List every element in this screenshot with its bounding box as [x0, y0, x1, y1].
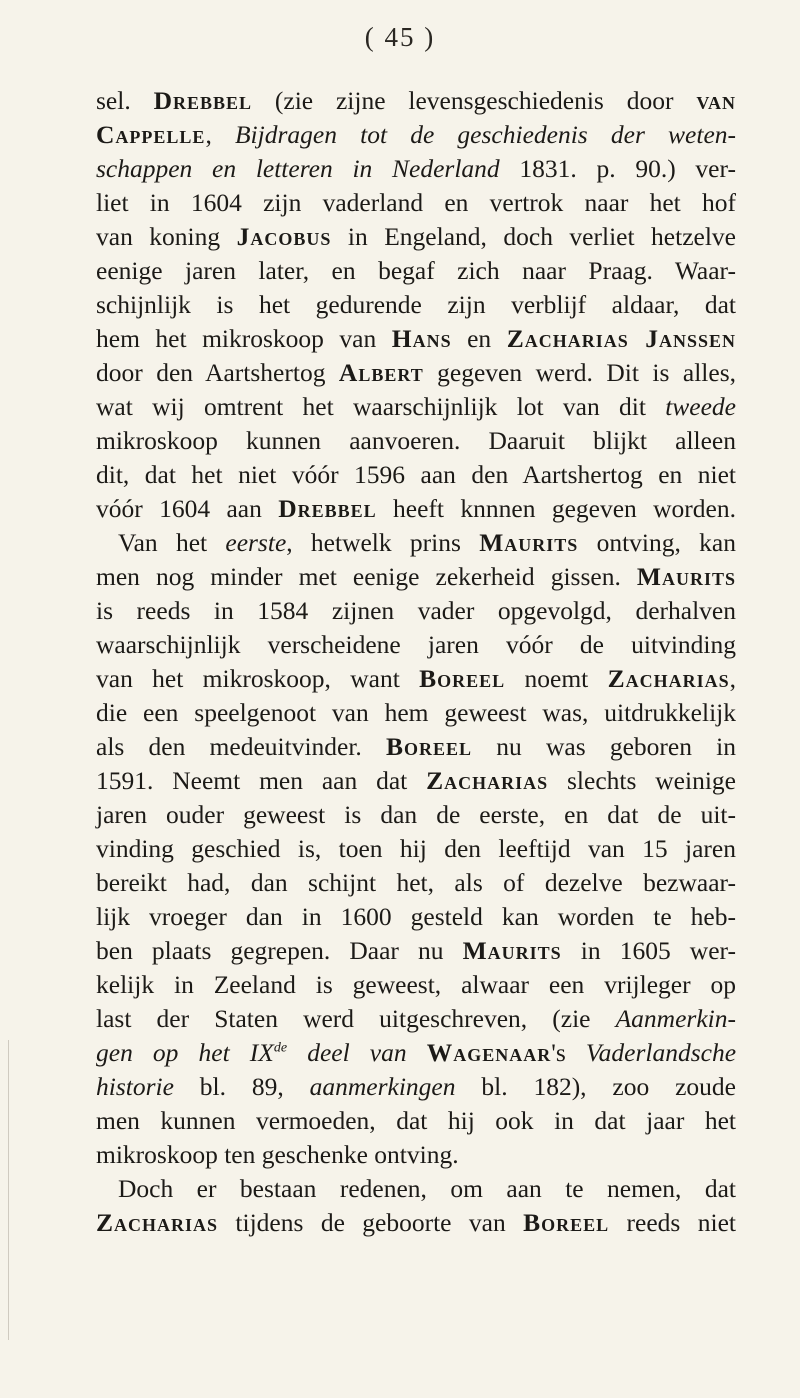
text-line-32: mikroskoop ten geschenke ontving. — [96, 1140, 459, 1169]
text-line-23: vinding geschied is, toen hij den leeftijd van 15 jaren — [96, 834, 736, 863]
text-line-15: men nog minder met eenige zekerheid gissen. Maurits — [96, 562, 736, 591]
text-line-10: wat wij omtrent het waarschijnlijk lot van dit tweede — [96, 392, 736, 421]
name-cappelle: Cappelle — [96, 120, 206, 149]
name-jacobus: Jacobus — [236, 222, 332, 251]
text-line-34: Zacharias tijdens de geboorte van Boreel reeds niet — [96, 1208, 736, 1237]
text-line-29: gen op het IXde deel van Wagenaar's Vaderlandsche — [96, 1038, 737, 1067]
text-line-28: last der Staten werd uitgeschreven, (zie Aanmerkin- — [96, 1004, 736, 1033]
text-line-24: bereikt had, dan schijnt het, als of dezelve bezwaar- — [96, 868, 736, 897]
text-line-22: jaren ouder geweest is dan de eerste, en dat de uit- — [96, 800, 736, 829]
text-line-12: dit, dat het niet vóór 1596 aan den Aartshertog en niet — [96, 460, 736, 489]
text-line-14: Van het eerste, hetwelk prins Maurits ontving, kan — [118, 528, 736, 557]
name-boreel: Boreel — [419, 664, 506, 693]
text-line-21: 1591. Neemt men aan dat Zacharias slechts weinige — [96, 766, 736, 795]
text-line-1: sel. Drebbel (zie zijne levensgeschiedenis door van — [96, 86, 736, 115]
name-wagenaar: Wagenaar — [426, 1038, 552, 1067]
text-line-9: door den Aartshertog Albert gegeven werd. Dit is alles, — [96, 358, 736, 387]
text-line-7: schijnlijk is het gedurende zijn verblijf aldaar, dat — [96, 290, 736, 319]
text-line-31: men kunnen vermoeden, dat hij ook in dat jaar het — [96, 1106, 736, 1135]
text-line-27: kelijk in Zeeland is geweest, alwaar een vrijleger op — [96, 970, 736, 999]
name-drebbel: Drebbel — [153, 86, 253, 115]
text-line-3: schappen en letteren in Nederland 1831. p. 90.) ver- — [96, 154, 736, 183]
text-line-30: historie bl. 89, aanmerkingen bl. 182), zoo zoude — [96, 1072, 736, 1101]
name-hans: Hans — [391, 324, 452, 353]
text-line-17: waarschijnlijk verscheidene jaren vóór de uitvinding — [96, 630, 736, 659]
text-line-16: is reeds in 1584 zijnen vader opgevolgd, derhalven — [96, 596, 736, 625]
text-line-5: van koning Jacobus in Engeland, doch verliet hetzelve — [96, 222, 736, 251]
book-title: Bijdragen tot de geschiedenis der weten- — [234, 120, 737, 149]
page-edge-mark — [8, 1040, 9, 1340]
text-line-19: die een speelgenoot van hem geweest was, uitdrukkelijk — [96, 698, 736, 727]
text-line-11: mikroskoop kunnen aanvoeren. Daaruit blijkt alleen — [96, 426, 736, 455]
text-line-26: ben plaats gegrepen. Daar nu Maurits in 1605 wer- — [96, 936, 736, 965]
name-maurits: Maurits — [479, 528, 579, 557]
text-line-33: Doch er bestaan redenen, om aan te nemen, dat — [118, 1174, 736, 1203]
text-line-2: Cappelle, Bijdragen tot de geschiedenis der weten- — [96, 120, 737, 149]
text-line-4: liet in 1604 zijn vaderland en vertrok naar het hof — [96, 188, 736, 217]
name-zacharias-janssen: Zacharias Janssen — [506, 324, 736, 353]
name-albert: Albert — [338, 358, 424, 387]
text-line-13: vóór 1604 aan Drebbel heeft knnnen gegeven worden. — [96, 494, 736, 523]
text-line-20: als den medeuitvinder. Boreel nu was geboren in — [96, 732, 736, 761]
superscript-de: de — [273, 1040, 288, 1056]
text-line-18: van het mikroskoop, want Boreel noemt Zacharias, — [96, 664, 736, 693]
text-line-25: lijk vroeger dan in 1600 gesteld kan worden te heb- — [96, 902, 736, 931]
page-number: ( 45 ) — [364, 22, 436, 52]
text-line-6: eenige jaren later, en begaf zich naar Praag. Waar- — [96, 256, 736, 285]
body-text — [96, 84, 736, 1240]
text-line-8: hem het mikroskoop van Hans en Zacharias Janssen — [96, 324, 736, 353]
